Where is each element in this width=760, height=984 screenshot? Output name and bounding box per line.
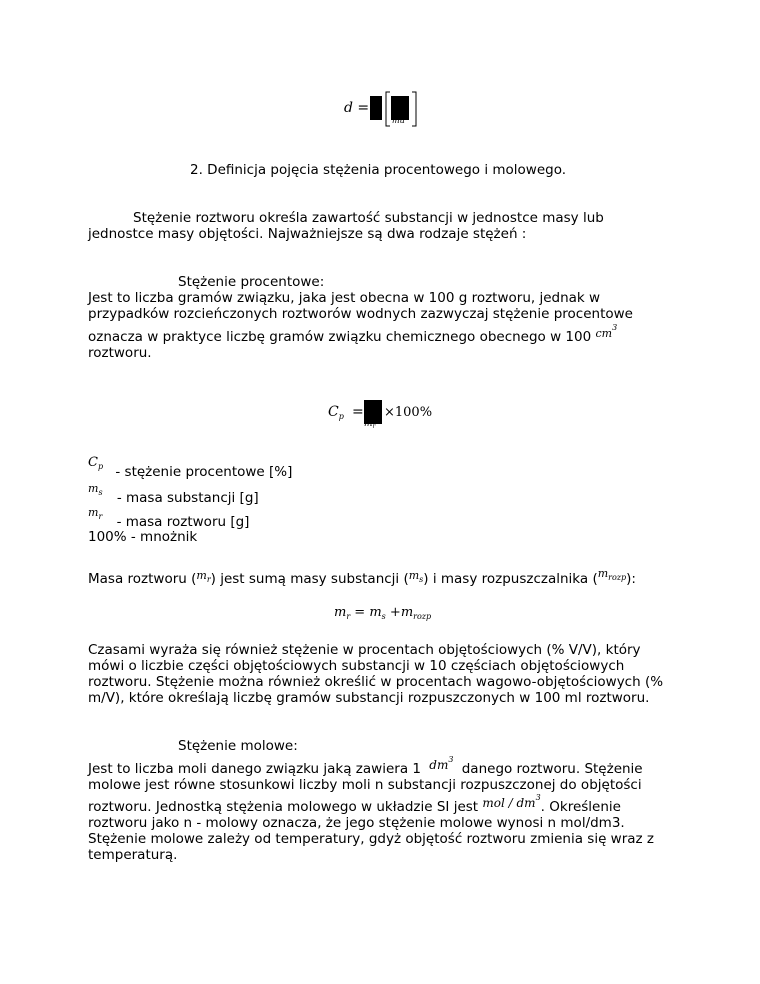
section-heading: 2. Definicja pojęcia stężenia procentowego i molowego. [190, 162, 567, 178]
volume-line-2: mówi o liczbie części objętościowych substancji w 10 częściach objętościowych [88, 658, 625, 674]
formula-d-block-1 [370, 96, 382, 120]
molar-line-1b: danego roztworu. Stężenie [461, 761, 643, 777]
volume-line-4: m/V), które określają liczbę gramów substancji rozpuszczonych w 100 ml roztworu. [88, 690, 650, 706]
legend-mr-sym-sub: r [98, 512, 103, 521]
legend-mr-sym [88, 506, 102, 519]
mass-sym-1-base: m [196, 569, 207, 582]
molar-line-2: molowe jest równe stosunkowi liczby moli n substancji rozpuszczonej do objętości [88, 777, 642, 793]
mass-sym-1-sub: r [206, 575, 211, 584]
legend-mr-sym-base: m [88, 506, 99, 519]
mass-sym-2-base: m [408, 569, 420, 582]
molar-unit-2 [482, 793, 541, 810]
molar-unit-1-base: dm [429, 758, 449, 772]
legend-cp-text: - stężenie procentowe [%] [115, 464, 293, 480]
legend-ms-sym [88, 482, 103, 495]
legend-cp-sym-base: C [88, 455, 98, 470]
mass-sym-1 [196, 569, 210, 582]
legend-cp [88, 455, 293, 480]
formula-cp-lhs-sym: C [328, 404, 339, 420]
mass-part-1: Masa roztworu ( [88, 571, 197, 587]
formula-cp-denom [364, 419, 375, 429]
formula-mr-a-sub: r [346, 612, 351, 621]
intro-line-1: Stężenie roztworu określa zawartość substancji w jednostce masy lub [133, 210, 604, 226]
molar-unit-2-exp: 3 [535, 793, 541, 802]
formula-cp-rhs: ×100% [384, 405, 433, 420]
volume-line-3: roztworu. Stężenie można również określić w procentach wagowo-objętościowych (% [88, 674, 664, 690]
legend-multiplier: 100% - mnożnik [88, 529, 198, 545]
mass-sym-3-sub: rozp [608, 573, 627, 582]
percent-line-1: Jest to liczba gramów związku, jaka jest obecna w 100 g roztworu, jednak w [88, 290, 601, 306]
legend-ms-text: - masa substancji [g] [116, 490, 259, 506]
mass-part-2: ) jest sumą masy substancji ( [210, 571, 409, 587]
molar-line-3b: . Określenie [540, 799, 621, 815]
formula-mr-a: m [334, 605, 347, 620]
mass-sentence [88, 567, 636, 589]
molar-unit-1-exp: 3 [448, 755, 454, 764]
molar-line-5: Stężenie molowe zależy od temperatury, gdyż objętość roztworu zmienia się wraz z [88, 831, 654, 847]
intro-line-2: jednostce masy objętości. Najważniejsze są dwa rodzaje stężeń : [88, 226, 527, 242]
molar-line-6: temperaturą. [88, 847, 178, 863]
molar-line-1a: Jest to liczba moli danego związku jaką zawiera 1 [88, 761, 421, 777]
formula-cp [328, 398, 448, 434]
percent-unit-base: cm [595, 327, 613, 340]
formula-cp-lhs-sub: p [338, 412, 344, 421]
mass-sym-3 [598, 567, 626, 580]
formula-mr-c-sub: rozp [413, 612, 432, 621]
molar-unit-2-base: mol / dm [482, 796, 536, 810]
volume-line-1: Czasami wyraża się również stężenie w procentach objętościowych (% V/V), który [88, 642, 641, 658]
formula-mr-b-sub: s [381, 612, 386, 621]
formula-mr [334, 605, 431, 620]
formula-cp-denom-sub: r [372, 423, 376, 430]
percent-unit-exp: 3 [612, 323, 618, 332]
mass-part-3: ) i masy rozpuszczalnika ( [423, 571, 598, 587]
percent-title: Stężenie procentowe: [178, 274, 325, 290]
legend-cp-sym [88, 455, 103, 470]
formula-mr-plus: + [389, 605, 401, 620]
mass-sym-2 [409, 569, 424, 582]
molar-line-3a: roztworu. Jednostką stężenia molowego w układzie SI jest [88, 799, 479, 815]
legend-ms-sym-base: m [88, 482, 99, 495]
percent-line-4: roztworu. [88, 345, 152, 361]
formula-mr-eq: = [354, 605, 366, 620]
molar-unit-1 [429, 755, 454, 772]
mass-sym-2-sub: s [419, 575, 424, 584]
mass-sym-3-base: m [597, 567, 609, 580]
formula-mr-c: m [400, 605, 414, 620]
percent-line-3 [88, 323, 618, 347]
formula-cp-eq: = [352, 404, 364, 420]
legend-mr-text: - masa roztworu [g] [116, 514, 250, 530]
legend-mr [88, 508, 249, 528]
percent-line-3-text: oznacza w praktyce liczbę gramów związku chemicznego obecnego w 100 [88, 329, 592, 345]
legend-ms [88, 484, 259, 504]
formula-mr-b: m [369, 605, 382, 620]
molar-title: Stężenie molowe: [178, 738, 298, 754]
formula-cp-lhs [328, 404, 344, 420]
percent-unit [595, 323, 618, 340]
molar-line-4: roztworu jako n - molowy oznacza, że jego stężenie molowe wynosi n mol/dm3. [88, 815, 625, 831]
mass-part-4: ): [626, 571, 636, 587]
formula-cp-denom-sym: m [364, 419, 373, 429]
legend-ms-sym-sub: s [98, 488, 103, 497]
legend-cp-sym-sub: p [97, 462, 104, 471]
formula-d-sublabel: mu [392, 116, 405, 125]
percent-line-2: przypadków rozcieńczonych roztworów wodnych zazwyczaj stężenie procentowe [88, 306, 633, 322]
formula-d-lhs: d = [344, 100, 370, 116]
